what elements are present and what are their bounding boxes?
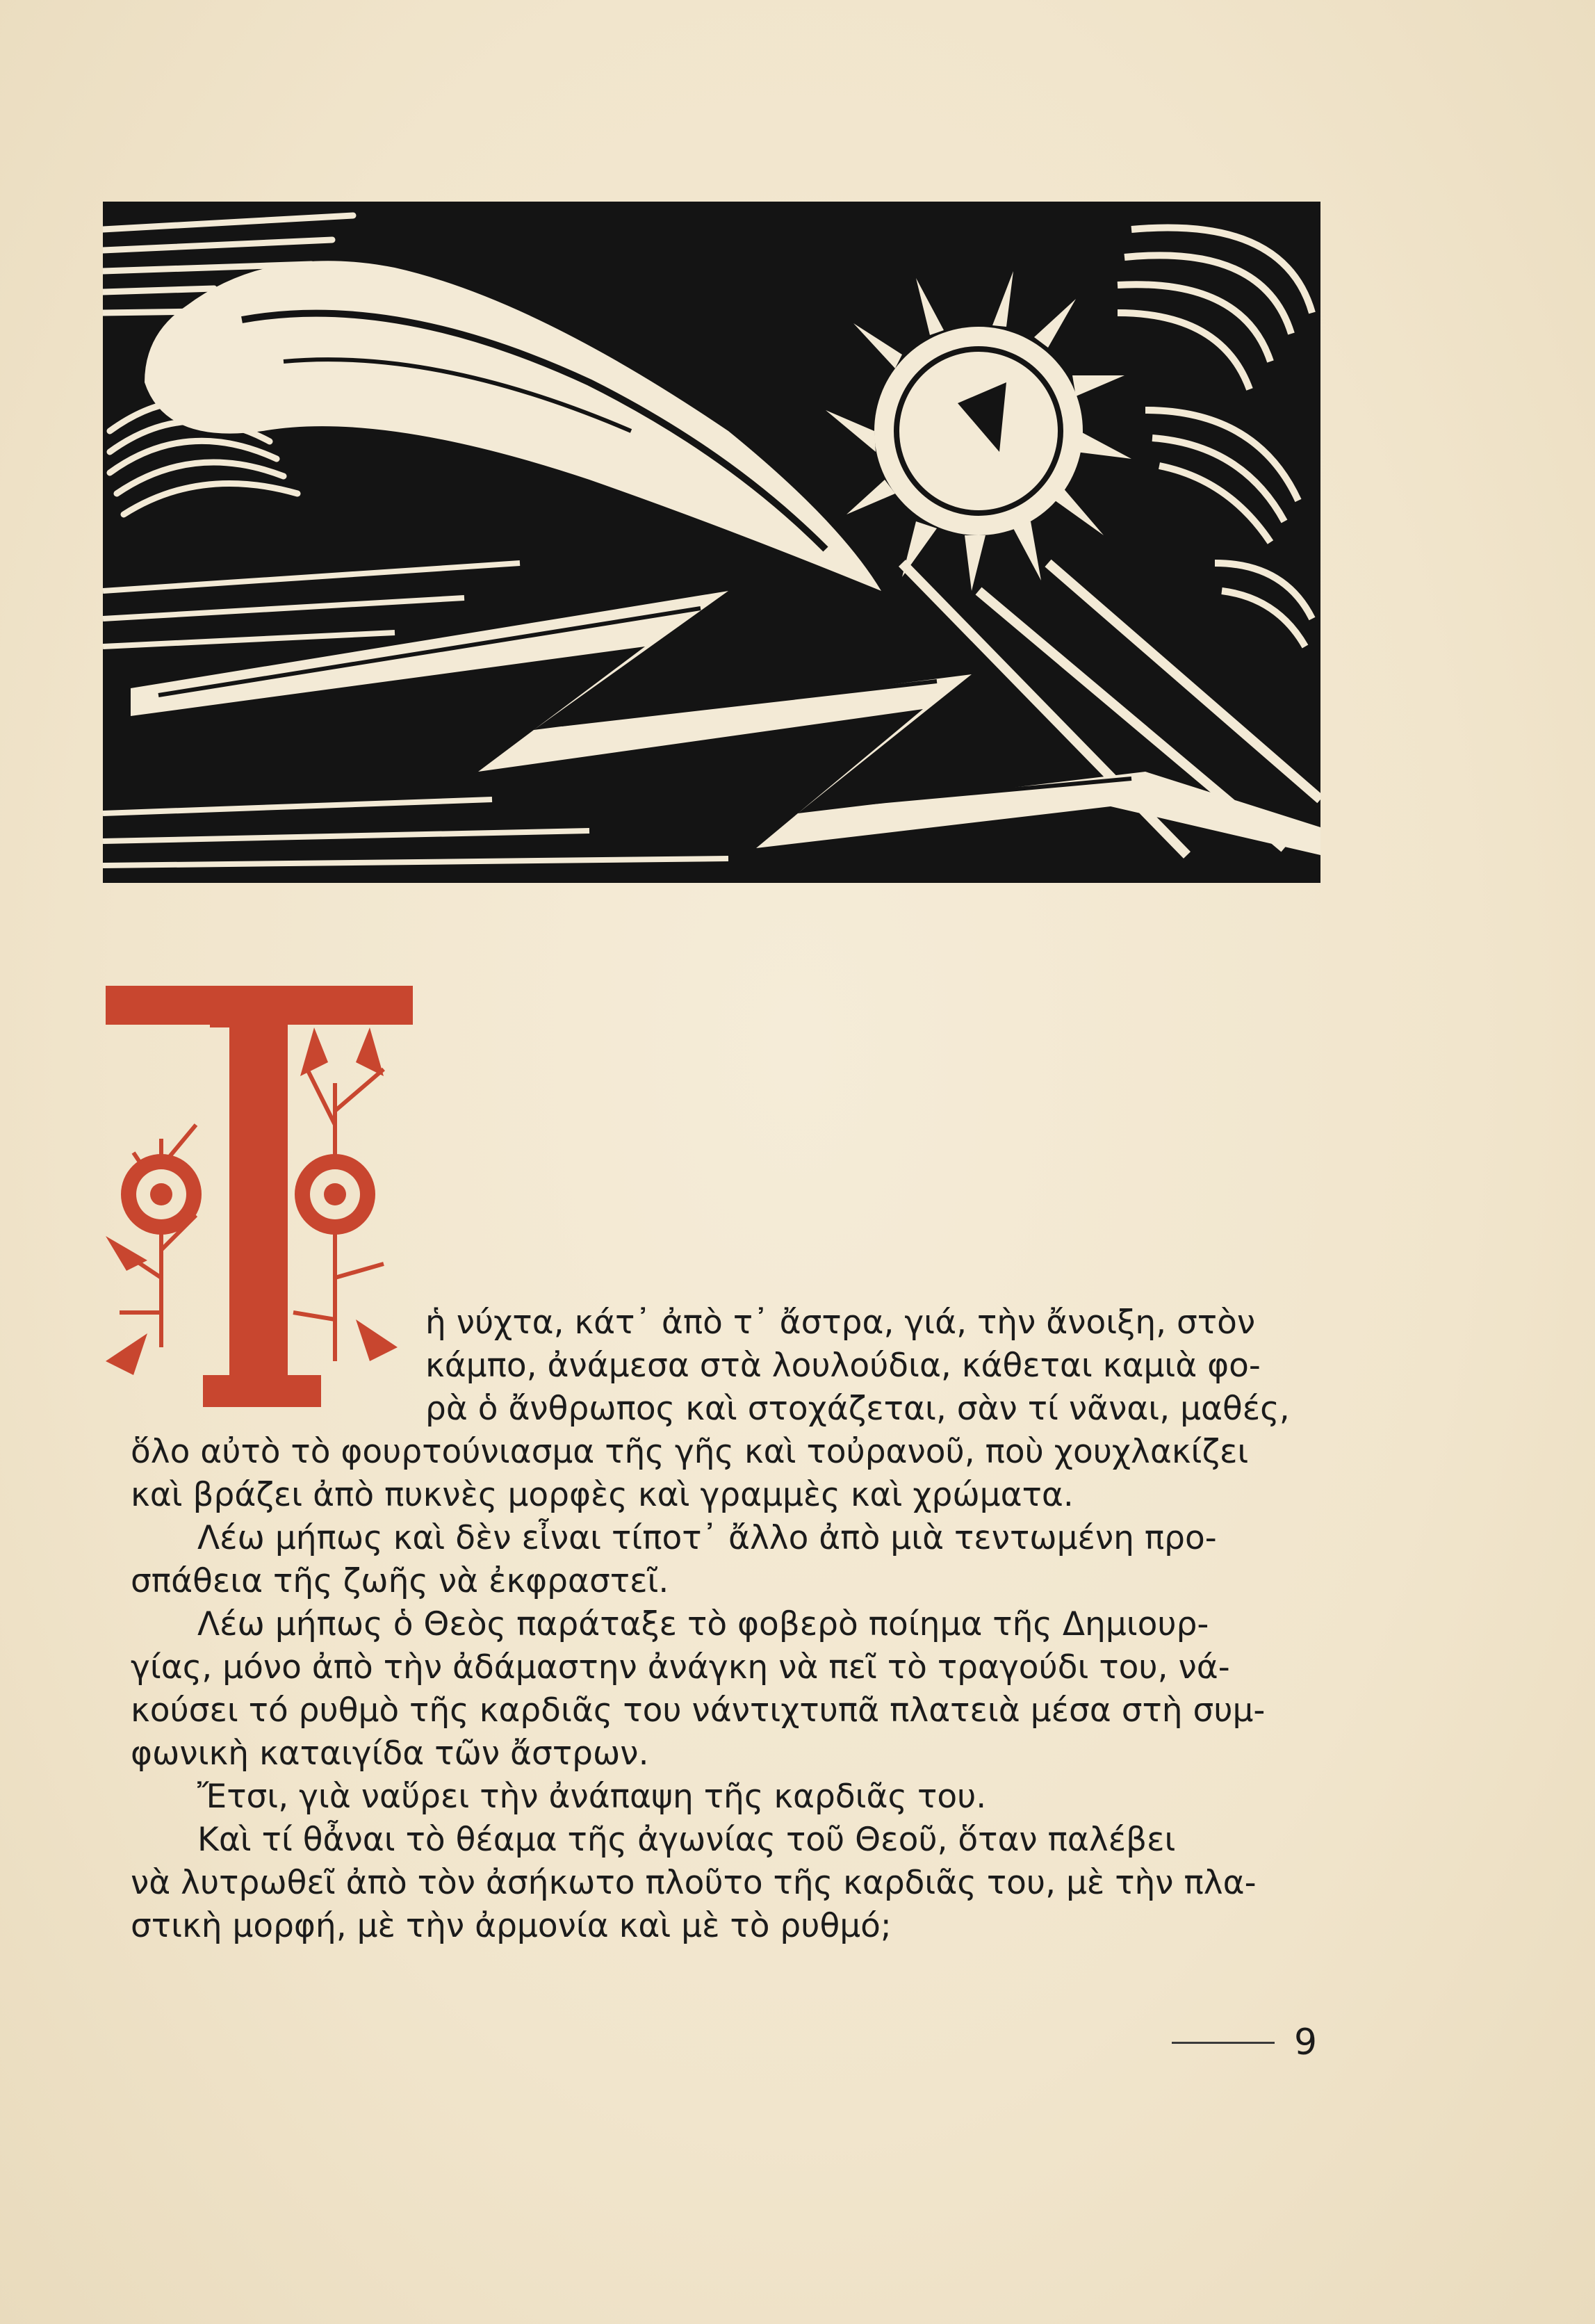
text-line: Ἔτσι, γιὰ ναὕρει τὴν ἀνάπαψη τῆς καρδιᾶς του. [197, 1778, 987, 1816]
text-line: Λέω μήπως ὁ Θεὸς παράταξε τὸ φοβερὸ ποίημα τῆς Δημιουρ- [197, 1605, 1209, 1643]
sun-clouds-woodcut-icon [103, 202, 1320, 883]
text-line: στικὴ μορφή, μὲ τὴν ἀρμονία καὶ μὲ τὸ ρυθμό; [131, 1907, 892, 1945]
text-line: καὶ βράζει ἀπὸ πυκνὲς μορφὲς καὶ γραμμὲς καὶ χρώματα. [131, 1476, 1074, 1514]
page-number: 9 [1294, 2022, 1318, 2063]
drop-cap-initial-icon [106, 986, 413, 1407]
text-line: σπάθεια τῆς ζωῆς νὰ ἐκφραστεῖ. [131, 1562, 669, 1600]
text-line: κάμπο, ἀνάμεσα στὰ λουλούδια, κάθεται καμιὰ φο- [425, 1347, 1261, 1385]
text-line: νὰ λυτρωθεῖ ἀπὸ τὸν ἀσήκωτο πλοῦτο τῆς καρδιᾶς του, μὲ τὴν πλα- [131, 1864, 1257, 1902]
folio-rule [1172, 2042, 1275, 2044]
text-line: Λέω μήπως καὶ δὲν εἶναι τίποτ᾿ ἄλλο ἀπὸ μιὰ τεντωμένη προ- [197, 1519, 1217, 1557]
text-line: ἡ νύχτα, κάτ᾿ ἀπὸ τ᾿ ἄστρα, γιά, τὴν ἄνοιξη, στὸν [425, 1303, 1256, 1342]
text-line: ρὰ ὁ ἄνθρωπος καὶ στοχάζεται, σὰν τί νᾶναι, μαθές, [425, 1390, 1290, 1428]
text-line: ὅλο αὐτὸ τὸ φουρτούνιασμα τῆς γῆς καὶ τοὐρανοῦ, ποὺ χουχλακίζει [131, 1433, 1249, 1471]
text-line: φωνικὴ καταιγίδα τῶν ἄστρων. [131, 1734, 649, 1773]
text-line: κούσει τό ρυθμὸ τῆς καρδιᾶς του νάντιχτυπᾶ πλατειὰ μέσα στὴ συμ- [131, 1691, 1266, 1730]
text-line: γίας, μόνο ἀπὸ τὴν ἀδάμαστην ἀνάγκη νὰ πεῖ τὸ τραγούδι του, νά- [131, 1648, 1230, 1687]
text-line: Καὶ τί θἆναι τὸ θέαμα τῆς ἀγωνίας τοῦ Θεοῦ, ὅταν παλέβει [197, 1821, 1176, 1859]
